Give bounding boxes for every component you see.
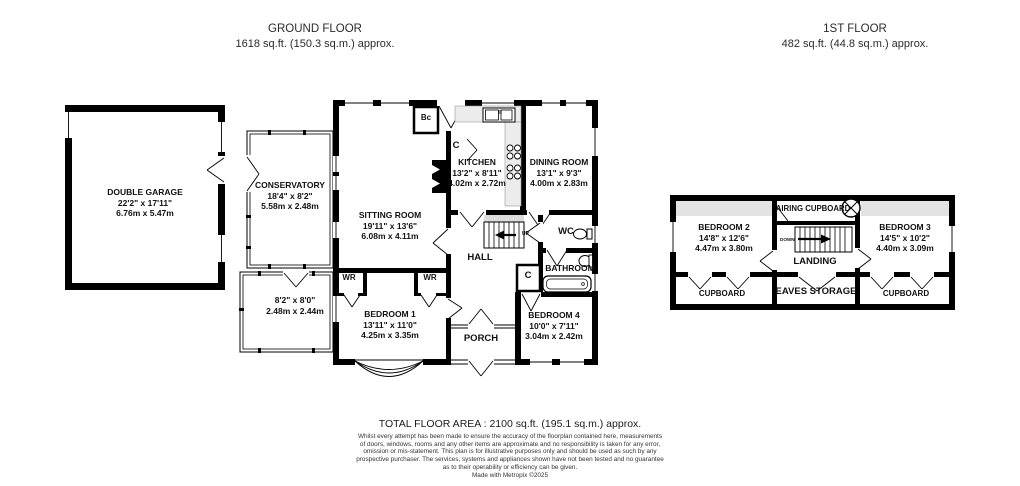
room-label-sitting-room: SITTING ROOM 19'11" x 13'6" 6.08m x 4.11m: [358, 210, 422, 241]
room-label-eaves-storage: EAVES STORAGE: [775, 286, 857, 297]
first-floor-title: 1ST FLOOR: [823, 23, 887, 35]
room-label-bedroom-2: BEDROOM 2 14'8" x 12'6" 4.47m x 3.80m: [695, 222, 753, 253]
toilet-icon: [574, 229, 587, 239]
room-label-bedroom-3: BEDROOM 3 14'5" x 10'2" 4.40m x 3.09m: [876, 222, 934, 253]
disclaimer-line: of doors, windows, rooms and any other items are approximate and no responsibility is taken for any error,: [359, 440, 661, 448]
total-floor-area: TOTAL FLOOR AREA : 2100 sq.ft. (195.1 sq.m.) approx.: [378, 418, 642, 430]
room-label-bathroom: BATHROOM: [545, 263, 595, 273]
room-label-wc: WC: [558, 226, 574, 237]
room-label-dining-room: DINING ROOM 13'1" x 9'3" 4.00m x 2.83m: [529, 157, 589, 188]
room-label-airing-cupboard: AIRING CUPBOARD: [775, 204, 851, 213]
room-label-bedroom-1: BEDROOM 1 13'11" x 11'0" 4.25m x 3.35m: [361, 309, 419, 340]
disclaimer-credit: Made with Metropix ©2025: [471, 471, 549, 479]
ground-floor-area: 1618 sq.ft. (150.3 sq.m.) approx.: [235, 38, 395, 50]
room-label-landing: LANDING: [793, 256, 837, 267]
room-label-double-garage: DOUBLE GARAGE 22'2" x 17'11" 6.76m x 5.47m: [107, 187, 183, 218]
ground-floor-title: GROUND FLOOR: [268, 23, 362, 35]
first-floor-area: 482 sq.ft. (44.8 sq.m.) approx.: [781, 38, 929, 50]
ground-stairs: [484, 215, 524, 248]
label-stairs-up: UP: [522, 231, 529, 237]
room-label-garden-room: 8'2" x 8'0" 2.48m x 2.44m: [266, 295, 324, 316]
room-label-bedroom-4: BEDROOM 4 10'0" x 7'11" 3.04m x 2.42m: [525, 310, 583, 341]
first-floor-stairs: [795, 227, 852, 252]
room-label-kitchen: KITCHEN 13'2" x 8'11" 4.02m x 2.72m: [448, 157, 506, 188]
ground-floor-plan: [65, 100, 598, 377]
label-wardrobe-left: WR: [342, 273, 356, 282]
ground-floor-header: [165, 22, 465, 52]
room-label-conservatory: CONSERVATORY 18'4" x 8'2" 5.58m x 2.48m: [255, 180, 325, 211]
bay-window: [355, 359, 423, 377]
disclaimer-line: as to their operability or efficiency can be given.: [442, 463, 578, 471]
label-cupboard-hall: C: [524, 270, 532, 281]
room-label-cupboard-left: CUPBOARD: [698, 289, 746, 298]
label-wardrobe-right: WR: [423, 273, 437, 282]
label-stairs-down: DOWN: [780, 237, 795, 242]
room-label-hall: HALL: [467, 252, 493, 263]
label-boiler: Bc: [420, 113, 432, 122]
disclaimer-line: prospective purchaser. The services, systems and appliances shown have not been tested and no guarantee: [356, 456, 664, 464]
eaves-shade-right: [861, 201, 949, 216]
disclaimer-line: Whilst every attempt has been made to ensure the accuracy of the floorplan contained here, measurements: [357, 433, 663, 440]
eaves-shade-left: [676, 201, 772, 216]
disclaimer: [0, 433, 1020, 479]
room-label-cupboard-right: CUPBOARD: [882, 289, 930, 298]
room-label-porch: PORCH: [463, 333, 499, 344]
disclaimer-line: omission or mis-statement. This plan is for illustrative purposes only and should be used as such by any: [363, 448, 657, 456]
first-floor-header: [705, 22, 1005, 52]
label-cupboard-lobby: C: [452, 140, 460, 151]
